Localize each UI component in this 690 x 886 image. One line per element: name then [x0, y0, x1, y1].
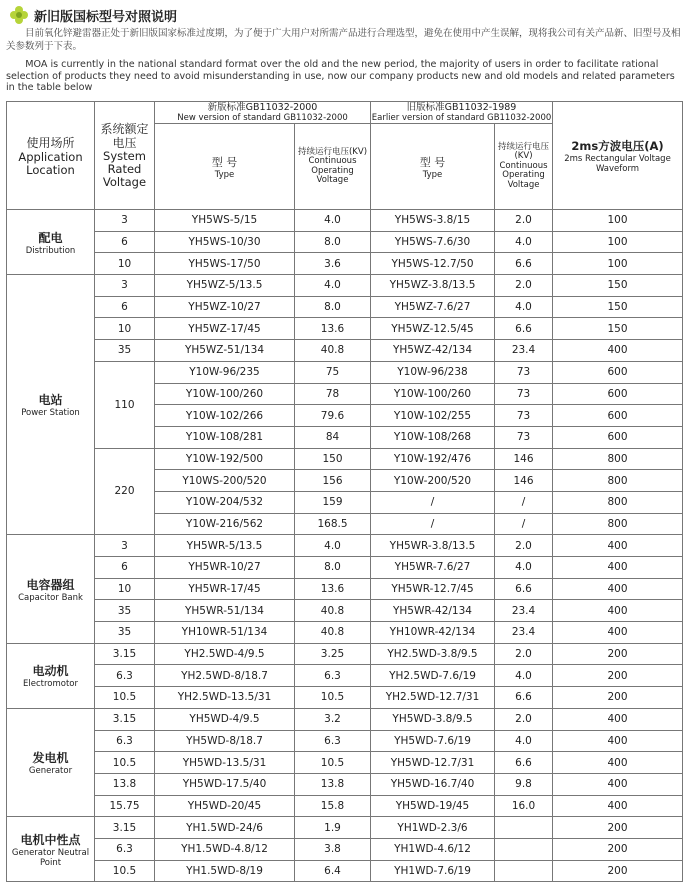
- new-cov-cell: 3.2: [295, 708, 371, 730]
- table-row: [7, 860, 683, 882]
- old-cov-cell: 2.0: [495, 708, 553, 730]
- waveform-cell: 600: [553, 405, 683, 427]
- new-cov-cell: 168.5: [295, 513, 371, 535]
- new-type-cell: YH2.5WD-13.5/31: [155, 687, 295, 709]
- old-type-cell: YH5WS-12.7/50: [371, 253, 495, 275]
- new-type-cell: YH5WS-5/15: [155, 210, 295, 232]
- new-type-cell: Y10W-100/260: [155, 383, 295, 405]
- table-row: [7, 730, 683, 752]
- waveform-cell: 400: [553, 600, 683, 622]
- voltage-cell: 6.3: [95, 730, 155, 752]
- header-new-type: 型 号 Type: [155, 124, 295, 210]
- old-cov-cell: 6.6: [495, 318, 553, 340]
- new-type-cell: YH5WR-51/134: [155, 600, 295, 622]
- waveform-cell: 400: [553, 795, 683, 817]
- location-name-en: Power Station: [21, 408, 80, 419]
- table-row: [7, 600, 683, 622]
- old-type-cell: YH5WR-42/134: [371, 600, 495, 622]
- voltage-cell: 6: [95, 231, 155, 253]
- waveform-cell: 200: [553, 817, 683, 839]
- old-cov-cell: 23.4: [495, 622, 553, 644]
- new-type-cell: YH5WD-13.5/31: [155, 752, 295, 774]
- new-cov-cell: 15.8: [295, 795, 371, 817]
- old-type-cell: YH5WD-16.7/40: [371, 773, 495, 795]
- waveform-cell: 200: [553, 838, 683, 860]
- location-cell: [7, 535, 95, 643]
- voltage-cell: 10: [95, 578, 155, 600]
- new-type-cell: YH1.5WD-4.8/12: [155, 838, 295, 860]
- waveform-cell: 400: [553, 752, 683, 774]
- table-row: [7, 578, 683, 600]
- old-cov-cell: 73: [495, 405, 553, 427]
- old-type-cell: YH5WS-7.6/30: [371, 231, 495, 253]
- new-cov-cell: 150: [295, 448, 371, 470]
- table-row: [7, 275, 683, 297]
- old-type-cell: YH1WD-2.3/6: [371, 817, 495, 839]
- table-row: [7, 361, 683, 383]
- voltage-cell: 10.5: [95, 687, 155, 709]
- new-type-cell: YH1.5WD-24/6: [155, 817, 295, 839]
- old-type-cell: Y10W-200/520: [371, 470, 495, 492]
- old-type-cell: YH1WD-7.6/19: [371, 860, 495, 882]
- new-type-cell: YH2.5WD-8/18.7: [155, 665, 295, 687]
- header-new-cov: 持续运行电压(KV) Continuous Operating Voltage: [295, 124, 371, 210]
- new-cov-cell: 8.0: [295, 557, 371, 579]
- header-new-standard: 新版标准GB11032-2000 New version of standard GB11032-2000: [155, 102, 371, 124]
- waveform-cell: 200: [553, 643, 683, 665]
- new-cov-cell: 78: [295, 383, 371, 405]
- old-type-cell: YH2.5WD-12.7/31: [371, 687, 495, 709]
- new-cov-cell: 8.0: [295, 231, 371, 253]
- waveform-cell: 800: [553, 491, 683, 513]
- page-title: 新旧版国标型号对照说明: [34, 9, 178, 25]
- table-row: [7, 231, 683, 253]
- voltage-cell: 3.15: [95, 817, 155, 839]
- old-type-cell: YH5WR-3.8/13.5: [371, 535, 495, 557]
- old-cov-cell: [495, 838, 553, 860]
- waveform-cell: 800: [553, 448, 683, 470]
- table-row: [7, 253, 683, 275]
- voltage-cell: 35: [95, 340, 155, 362]
- old-type-cell: YH5WZ-12.5/45: [371, 318, 495, 340]
- old-cov-cell: 73: [495, 426, 553, 448]
- old-cov-cell: 73: [495, 383, 553, 405]
- waveform-cell: 100: [553, 210, 683, 232]
- voltage-cell: 10: [95, 253, 155, 275]
- new-cov-cell: 10.5: [295, 752, 371, 774]
- voltage-cell: 13.8: [95, 773, 155, 795]
- old-type-cell: YH5WR-7.6/27: [371, 557, 495, 579]
- table-row: [7, 773, 683, 795]
- new-cov-cell: 13.8: [295, 773, 371, 795]
- location-cell: [7, 817, 95, 882]
- old-cov-cell: 73: [495, 361, 553, 383]
- old-cov-cell: 4.0: [495, 730, 553, 752]
- header-waveform: 2ms方波电压(A) 2ms Rectangular Voltage Waveform: [553, 102, 683, 210]
- voltage-cell: 6.3: [95, 665, 155, 687]
- waveform-cell: 400: [553, 340, 683, 362]
- old-cov-cell: 4.0: [495, 557, 553, 579]
- new-type-cell: YH2.5WD-4/9.5: [155, 643, 295, 665]
- voltage-cell: 10.5: [95, 860, 155, 882]
- location-cell: [7, 708, 95, 816]
- new-cov-cell: 79.6: [295, 405, 371, 427]
- new-type-cell: YH1.5WD-8/19: [155, 860, 295, 882]
- waveform-cell: 100: [553, 231, 683, 253]
- table-row: [7, 838, 683, 860]
- waveform-cell: 400: [553, 773, 683, 795]
- new-cov-cell: 10.5: [295, 687, 371, 709]
- voltage-cell: 35: [95, 600, 155, 622]
- intro-chinese: 目前氧化锌避雷器正处于新旧版国家标准过度期，为了便于广大用户对所需产品进行合理选型，避免在使用中产生误解，现将我公司有关产品新、旧型号及相关参数列于下表。: [6, 28, 681, 52]
- old-type-cell: YH5WZ-3.8/13.5: [371, 275, 495, 297]
- old-cov-cell: [495, 860, 553, 882]
- table-row: [7, 622, 683, 644]
- waveform-cell: 150: [553, 296, 683, 318]
- new-cov-cell: 1.9: [295, 817, 371, 839]
- waveform-cell: 800: [553, 513, 683, 535]
- table-row: [7, 687, 683, 709]
- header-old-cov: 持续运行电压(KV) Continuous Operating Voltage: [495, 124, 553, 210]
- old-cov-cell: 2.0: [495, 535, 553, 557]
- location-name-en: Distribution: [25, 245, 76, 256]
- new-cov-cell: 13.6: [295, 318, 371, 340]
- old-cov-cell: 23.4: [495, 600, 553, 622]
- voltage-cell: 3.15: [95, 643, 155, 665]
- new-type-cell: Y10W-102/266: [155, 405, 295, 427]
- voltage-cell: 6: [95, 296, 155, 318]
- old-cov-cell: 23.4: [495, 340, 553, 362]
- old-type-cell: Y10W-102/255: [371, 405, 495, 427]
- waveform-cell: 400: [553, 535, 683, 557]
- old-cov-cell: 16.0: [495, 795, 553, 817]
- table-row: [7, 340, 683, 362]
- location-name-en: Electromotor: [23, 679, 78, 690]
- new-type-cell: YH5WD-8/18.7: [155, 730, 295, 752]
- old-cov-cell: 6.6: [495, 253, 553, 275]
- location-name-cn: 配电: [38, 230, 63, 245]
- old-cov-cell: 2.0: [495, 210, 553, 232]
- old-cov-cell: 6.6: [495, 687, 553, 709]
- old-type-cell: /: [371, 491, 495, 513]
- table-row: [7, 535, 683, 557]
- new-type-cell: YH5WR-5/13.5: [155, 535, 295, 557]
- waveform-cell: 400: [553, 622, 683, 644]
- location-name-en: Generator: [28, 766, 73, 777]
- header-old-type: 型 号 Type: [371, 124, 495, 210]
- flower-icon: [10, 6, 28, 24]
- table-row: [7, 795, 683, 817]
- table-row: [7, 557, 683, 579]
- new-type-cell: YH5WZ-10/27: [155, 296, 295, 318]
- table-row: [7, 752, 683, 774]
- table-row: [7, 448, 683, 470]
- old-type-cell: YH5WD-3.8/9.5: [371, 708, 495, 730]
- table-row: [7, 817, 683, 839]
- new-cov-cell: 3.6: [295, 253, 371, 275]
- waveform-cell: 150: [553, 275, 683, 297]
- table-row: [7, 296, 683, 318]
- voltage-cell: 3: [95, 535, 155, 557]
- table-row: [7, 210, 683, 232]
- location-name-cn: 发电机: [32, 751, 69, 766]
- new-type-cell: Y10W-108/281: [155, 426, 295, 448]
- new-cov-cell: 8.0: [295, 296, 371, 318]
- old-cov-cell: 2.0: [495, 275, 553, 297]
- new-cov-cell: 4.0: [295, 275, 371, 297]
- header-voltage: 系统额定电压 System Rated Voltage: [95, 102, 155, 210]
- old-cov-cell: 6.6: [495, 578, 553, 600]
- new-cov-cell: 84: [295, 426, 371, 448]
- new-cov-cell: 3.8: [295, 838, 371, 860]
- location-cell: [7, 643, 95, 708]
- old-type-cell: YH5WR-12.7/45: [371, 578, 495, 600]
- voltage-cell: 10.5: [95, 752, 155, 774]
- new-type-cell: Y10W-96/235: [155, 361, 295, 383]
- old-type-cell: YH5WZ-42/134: [371, 340, 495, 362]
- location-name-cn: 电容器组: [26, 577, 75, 592]
- voltage-cell: 3: [95, 275, 155, 297]
- old-cov-cell: 146: [495, 470, 553, 492]
- old-type-cell: Y10W-100/260: [371, 383, 495, 405]
- old-type-cell: Y10W-192/476: [371, 448, 495, 470]
- table-row: [7, 665, 683, 687]
- waveform-cell: 150: [553, 318, 683, 340]
- old-cov-cell: /: [495, 513, 553, 535]
- table-row: [7, 708, 683, 730]
- old-cov-cell: 146: [495, 448, 553, 470]
- location-name-en: Capacitor Bank: [18, 592, 83, 603]
- title-bar: [10, 6, 177, 24]
- old-type-cell: Y10W-96/238: [371, 361, 495, 383]
- voltage-cell: 110: [95, 361, 155, 448]
- new-cov-cell: 6.4: [295, 860, 371, 882]
- location-name-en: Generator Neutral Point: [11, 847, 90, 868]
- waveform-cell: 600: [553, 426, 683, 448]
- voltage-cell: 10: [95, 318, 155, 340]
- table-body: [7, 210, 683, 882]
- new-cov-cell: 40.8: [295, 622, 371, 644]
- old-type-cell: YH1WD-4.6/12: [371, 838, 495, 860]
- new-cov-cell: 40.8: [295, 600, 371, 622]
- old-type-cell: Y10W-108/268: [371, 426, 495, 448]
- new-type-cell: YH5WZ-5/13.5: [155, 275, 295, 297]
- waveform-cell: 400: [553, 730, 683, 752]
- intro-english: MOA is currently in the national standard format over the old and the new period, the majority of users in order to facilitate rational selection of products they need to avoid misunderstanding in use, now our company products new and old models and related parameters in the table below: [6, 59, 675, 93]
- location-name-cn: 电动机: [32, 664, 69, 679]
- new-cov-cell: 6.3: [295, 665, 371, 687]
- old-cov-cell: 4.0: [495, 665, 553, 687]
- new-type-cell: YH5WR-17/45: [155, 578, 295, 600]
- old-type-cell: YH5WD-19/45: [371, 795, 495, 817]
- old-cov-cell: /: [495, 491, 553, 513]
- waveform-cell: 400: [553, 557, 683, 579]
- location-cell: [7, 210, 95, 275]
- new-cov-cell: 6.3: [295, 730, 371, 752]
- new-cov-cell: 3.25: [295, 643, 371, 665]
- location-name-cn: 电站: [38, 393, 63, 408]
- old-cov-cell: 4.0: [495, 296, 553, 318]
- voltage-cell: 6.3: [95, 838, 155, 860]
- old-type-cell: YH5WS-3.8/15: [371, 210, 495, 232]
- old-type-cell: YH2.5WD-3.8/9.5: [371, 643, 495, 665]
- voltage-cell: 6: [95, 557, 155, 579]
- new-cov-cell: 75: [295, 361, 371, 383]
- new-type-cell: YH5WZ-51/134: [155, 340, 295, 362]
- new-cov-cell: 159: [295, 491, 371, 513]
- old-cov-cell: [495, 817, 553, 839]
- waveform-cell: 100: [553, 253, 683, 275]
- new-cov-cell: 13.6: [295, 578, 371, 600]
- waveform-cell: 800: [553, 470, 683, 492]
- old-type-cell: YH2.5WD-7.6/19: [371, 665, 495, 687]
- voltage-cell: 3.15: [95, 708, 155, 730]
- model-comparison-table: [6, 101, 683, 882]
- new-type-cell: YH5WD-17.5/40: [155, 773, 295, 795]
- new-cov-cell: 40.8: [295, 340, 371, 362]
- location-name-cn: 电机中性点: [20, 832, 81, 847]
- old-type-cell: YH10WR-42/134: [371, 622, 495, 644]
- new-type-cell: Y10W-216/562: [155, 513, 295, 535]
- waveform-cell: 600: [553, 361, 683, 383]
- header-old-standard: 旧版标准GB11032-1989 Earlier version of standard GB11032-2000: [371, 102, 552, 123]
- new-cov-cell: 4.0: [295, 535, 371, 557]
- waveform-cell: 600: [553, 383, 683, 405]
- location-cell: [7, 275, 95, 535]
- voltage-cell: 35: [95, 622, 155, 644]
- old-type-cell: YH5WZ-7.6/27: [371, 296, 495, 318]
- voltage-cell: 15.75: [95, 795, 155, 817]
- old-type-cell: YH5WD-7.6/19: [371, 730, 495, 752]
- table-row: [7, 318, 683, 340]
- new-type-cell: Y10W-204/532: [155, 491, 295, 513]
- old-cov-cell: 6.6: [495, 752, 553, 774]
- header-location: 使用场所 Application Location: [7, 102, 95, 210]
- new-type-cell: YH5WD-20/45: [155, 795, 295, 817]
- voltage-cell: 220: [95, 448, 155, 535]
- voltage-cell: 3: [95, 210, 155, 232]
- new-type-cell: YH5WS-10/30: [155, 231, 295, 253]
- old-type-cell: /: [371, 513, 495, 535]
- new-cov-cell: 156: [295, 470, 371, 492]
- old-cov-cell: 4.0: [495, 231, 553, 253]
- old-cov-cell: 9.8: [495, 773, 553, 795]
- waveform-cell: 400: [553, 578, 683, 600]
- new-cov-cell: 4.0: [295, 210, 371, 232]
- new-type-cell: YH5WZ-17/45: [155, 318, 295, 340]
- waveform-cell: 400: [553, 708, 683, 730]
- new-type-cell: YH5WD-4/9.5: [155, 708, 295, 730]
- new-type-cell: YH10WR-51/134: [155, 622, 295, 644]
- waveform-cell: 200: [553, 687, 683, 709]
- waveform-cell: 200: [553, 665, 683, 687]
- new-type-cell: YH5WS-17/50: [155, 253, 295, 275]
- old-cov-cell: 2.0: [495, 643, 553, 665]
- old-type-cell: YH5WD-12.7/31: [371, 752, 495, 774]
- new-type-cell: Y10W-192/500: [155, 448, 295, 470]
- waveform-cell: 200: [553, 860, 683, 882]
- table-row: [7, 643, 683, 665]
- new-type-cell: Y10WS-200/520: [155, 470, 295, 492]
- new-type-cell: YH5WR-10/27: [155, 557, 295, 579]
